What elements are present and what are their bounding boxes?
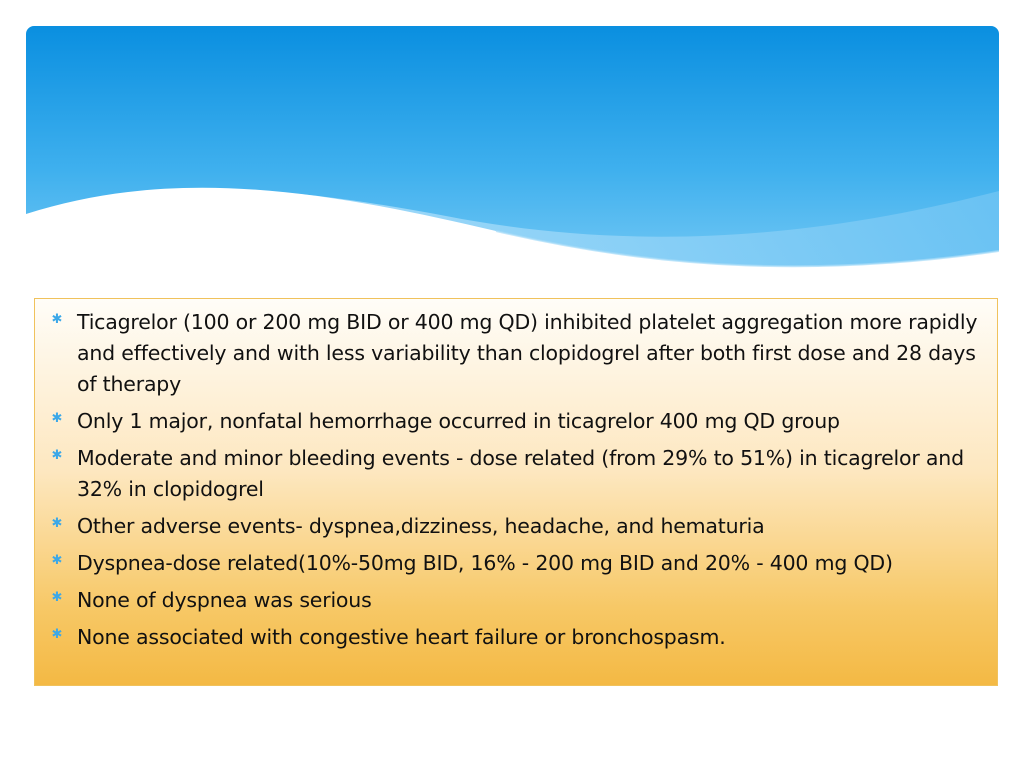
bullet-text: None of dyspnea was serious (77, 588, 372, 612)
bullet-text: Other adverse events- dyspnea,dizziness, headache, and hematuria (77, 514, 765, 538)
bullet-item (49, 548, 985, 579)
bullet-text: Only 1 major, nonfatal hemorrhage occurred in ticagrelor 400 mg QD group (77, 409, 840, 433)
bullet-text: None associated with congestive heart failure or bronchospasm. (77, 625, 726, 649)
asterisk-bullet-icon: ✱ (51, 627, 63, 642)
bullet-item (49, 622, 985, 653)
asterisk-bullet-icon: ✱ (51, 553, 63, 568)
bullet-list (35, 299, 997, 653)
bullet-item (49, 511, 985, 542)
bullet-item (49, 585, 985, 616)
bullet-item (49, 443, 985, 505)
bullet-item (49, 307, 985, 400)
bullet-text: Dyspnea-dose related(10%-50mg BID, 16% - 200 mg BID and 20% - 400 mg QD) (77, 551, 893, 575)
bullet-text: Moderate and minor bleeding events - dose related (from 29% to 51%) in ticagrelor and 32% in clopidogrel (77, 446, 964, 501)
asterisk-bullet-icon: ✱ (51, 411, 63, 426)
bullet-item (49, 406, 985, 437)
wave-graphic (26, 26, 999, 288)
content-box (34, 298, 998, 686)
asterisk-bullet-icon: ✱ (51, 590, 63, 605)
asterisk-bullet-icon: ✱ (51, 312, 63, 327)
header-wave-banner (26, 26, 999, 288)
asterisk-bullet-icon: ✱ (51, 516, 63, 531)
bullet-text: Ticagrelor (100 or 200 mg BID or 400 mg QD) inhibited platelet aggregation more rapidly and effectively and with less variability than clopidogrel after both first dose and 28 days of therapy (77, 310, 978, 396)
asterisk-bullet-icon: ✱ (51, 448, 63, 463)
